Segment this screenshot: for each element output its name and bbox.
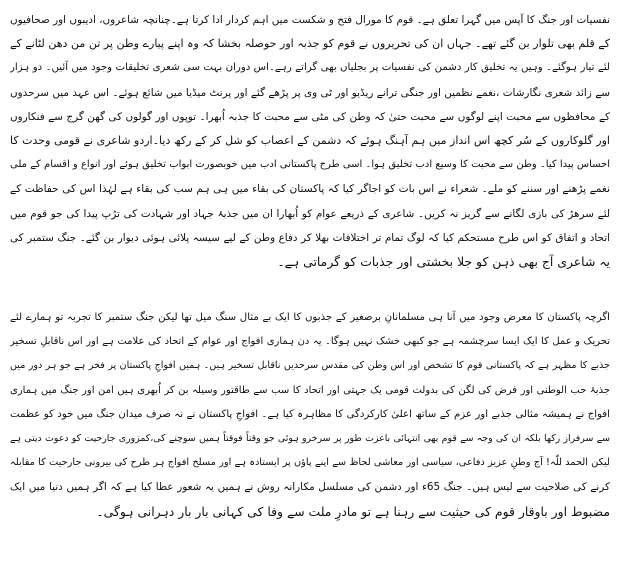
paragraph-2-line-3: جذبے کا مظہر ہے کہ پاکستانی قوم کا تشخص اور اس وطن کی مقدس سرحدیں ناقابل تسخیر ہیں۔ ہمیں افواجِ پاکستان پر فخر ہے جو ہر دور میں (10, 360, 610, 372)
paragraph-2-line-5: افواج نے ہمیشہ مثالی جذبے اور عزم کے ساتھ اعلیٰ کارکردگی کا مظاہرہ کیا ہے۔ افواجِ پاکستان نے نہ صرف میدان جنگ میں خود کو عظمت (10, 408, 610, 420)
paragraph-2-line-6: سے سرفراز رکھا بلکہ ان کی وجہ سے قوم بھی انتہائی باعزت طور پر سرخرو ہوئی جو وقتاً فوقتاً ہمیں سوچنے کی،کمزوری جارحیت کو دعوت دیتی ہے (10, 433, 610, 444)
paragraph-1-line-2: کے قلم بھی تلوار بن گئے تھے۔ جہاں ان کی تحریروں نے قوم کو جذبہ اور حوصلہ بخشا کہ وہ اپنے پیارے وطن پر تن من دھن لٹانے کے (10, 37, 610, 51)
paragraph-2-line-1: اگرچہ پاکستان کا معرض وجود میں آنا ہی مسلمانانِ برصغیر کے جذبوں کا ایک بے مثال سنگ میل تھا لیکن جنگ ستمبر کا تجربہ تو ہمارے لئے (10, 312, 610, 324)
paragraph-2-line-7: لیکن الحمد للّہ! آج وطنِ عزیز دفاعی، سیاسی اور معاشی لحاظ سے اپنے پاؤں پر ایستادہ ہے اور مسلح افواج ہر طرح کی بیرونی جارحیت کا مقابلہ (10, 457, 610, 469)
paragraph-1-line-6: اور گلوکاروں کے سُر کچھ اس انداز میں ہم آہنگ ہوئے کہ دشمن کے اعصاب کو شل کر کے رکھ دیا۔اردو شاعری نے قومی وحدت کا (10, 133, 610, 147)
paragraph-1-line-4: سے زائد شعری نگارشات ،نغمے نظمیں اور جنگی ترانے ریڈیو اور ٹی وی پر پڑھے گئے اور پرنٹ میڈیا میں شائع ہوئے۔ اس عہد میں سرحدوں (10, 86, 610, 99)
paragraph-1 (10, 8, 610, 274)
paragraph-2 (10, 306, 610, 524)
paragraph-1-line-3: لئے تیار ہوگئے۔ وہیں یہ تخلیق کار دشمن کی نفسیات پر بجلیاں بھی گراتے رہے۔اس دوران بہت سی شعری تخلیقات وجود میں آئیں۔ دو ہزار (10, 62, 610, 74)
paragraph-2-line-8: کرنے کی صلاحیت سے لیس ہیں۔ جنگ 65ء اور دشمن کی مسلسل مکارانہ روش نے ہمیں یہ شعور عطا کیا ہے کہ اگر ہمیں دنیا میں ایک (10, 481, 610, 494)
paragraph-2-line-2: تحریک و عمل کا ایک ایسا سرچشمہ ہے جو کبھی خشک نہیں ہوگا۔ یہ دن ہماری افواج اور عوام کے اتحاد کی علامت ہے اور اس ناقابلِ تسخیر (10, 336, 610, 348)
paragraph-gap (10, 274, 610, 306)
paragraph-2-line-9: مضبوط اور باوقار قوم کی حیثیت سے رہنا ہے تو مادرِ ملت سے وفا کی کہانی بار بار دہرانی ہوگی۔ (96, 503, 610, 519)
paragraph-1-line-11: یہ شاعری آج بھی ذہن کو جلا بخشتی اور جذبات کو گرماتی ہے۔ (277, 253, 610, 269)
paragraph-1-line-9: لئے سرھڑ کی بازی لگانے سے گریز نہ کریں۔ شاعری کے ذریعے عوام کو اُبھارا ان میں جذبۂ جہاد اور شہادت کی تڑپ پیدا کی جو قوم میں (10, 207, 610, 220)
paragraph-1-line-5: کے محافظوں سے محبت اپنے لوگوں سے محبت حتیٰ کہ وطن کی مٹی سے محبت کا جذبہ اُبھرا۔ توپوں اور گولوں کی گھن گرج سے فنکاروں (10, 110, 610, 123)
paragraph-2-line-4: جذبۂ حب الوطنی اور فرض کی لگن کی بدولت قومی یک جہتی اور اتحاد کا سب سے طاقتور وسیلہ بن کر اُبھری ہیں امن اور جنگ میں ہماری (10, 384, 610, 396)
paragraph-1-line-1: نفسیات اور جنگ کا آپس میں گہرا تعلق ہے۔ قوم کا مورال فتح و شکست میں اہم کردار ادا کرتا ہے۔چنانچہ شاعروں، ادیبوں اور صحافیوں (10, 14, 610, 26)
paragraph-1-line-10: اتحاد و اتفاق کو اس طرح مستحکم کیا کہ لوگ تمام تر اختلافات بھلا کر دفاع وطن کے لیے سیسہ پلائی ہوئی دیوار بن گئے۔ جنگ ستمبر کی (10, 231, 610, 244)
paragraph-1-line-7: احساس پیدا کیا۔ وطن سے محبت کا وسیع ادب تخلیق ہوا۔ اسی طرح پاکستانی ادب میں خوبصورت ابواب تخلیق ہوئے اور انواع و اقسام کے ملی (10, 159, 610, 171)
paragraph-1-line-8: نغمے پڑھنے اور سننے کو ملے۔ شعراء نے اس بات کو اجاگر کیا کہ پاکستان کی بقاء میں ہی ہم سب کی بقاء ہے لہٰذا اس کی حفاظت کے (10, 183, 610, 196)
